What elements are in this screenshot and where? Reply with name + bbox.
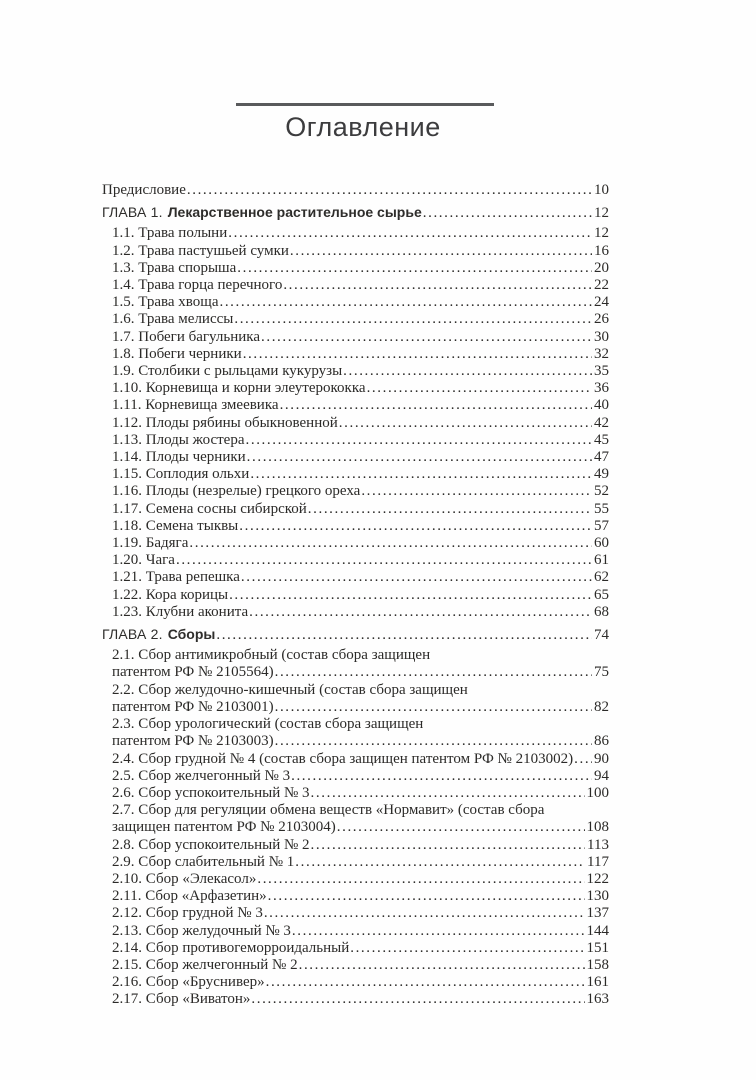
toc-line	[102, 626, 609, 644]
toc-entry	[102, 940, 609, 957]
page-number: 100	[586, 784, 609, 801]
toc-entry	[102, 682, 609, 716]
toc-entry	[102, 466, 609, 483]
page-number: 82	[594, 698, 609, 715]
toc-line	[112, 552, 609, 569]
toc-line	[112, 569, 609, 586]
dot-leader	[275, 664, 592, 681]
toc-entry	[102, 277, 609, 294]
toc-line	[112, 587, 609, 604]
dot-leader	[176, 552, 592, 569]
entry-title: 2.3. Сбор урологический (состав сбора защищен	[112, 716, 424, 733]
toc-entry	[102, 432, 609, 449]
page-number: 62	[594, 569, 609, 586]
toc-line	[112, 243, 609, 260]
toc-line	[112, 415, 609, 432]
toc-line	[112, 277, 609, 294]
entry-title: 2.17. Сбор «Виватон»	[112, 991, 251, 1008]
entry-title: 2.9. Сбор слабительный № 1	[112, 853, 295, 870]
page-number: 113	[587, 836, 609, 853]
dot-leader	[311, 837, 586, 854]
page-number: 12	[594, 205, 609, 222]
entry-title: 2.10. Сбор «Элекасол»	[112, 870, 257, 887]
dot-leader	[189, 535, 592, 552]
page-number: 161	[586, 974, 609, 991]
toc-entry	[102, 518, 609, 535]
toc-entry	[102, 535, 609, 552]
entry-title-continuation: защищен патентом РФ № 2103004)	[112, 819, 336, 836]
entry-title: 1.8. Побеги черники	[112, 345, 242, 362]
dot-leader	[337, 819, 585, 836]
page-number: 122	[586, 870, 609, 887]
toc-line	[102, 204, 609, 222]
toc-entry	[102, 991, 609, 1008]
toc-line	[112, 854, 609, 871]
entry-title: 1.18. Семена тыквы	[112, 517, 239, 534]
page-number: 65	[594, 586, 609, 603]
page-number: 90	[594, 750, 609, 767]
entry-title: 1.14. Плоды черники	[112, 449, 246, 466]
toc-entry	[102, 204, 609, 222]
entry-title: 2.8. Сбор успокоительный № 2	[112, 836, 310, 853]
toc-entry	[102, 225, 609, 242]
toc-entry	[102, 905, 609, 922]
toc-line	[112, 647, 609, 664]
toc-entry	[102, 346, 609, 363]
page-number: 16	[594, 242, 609, 259]
toc-line	[112, 329, 609, 346]
page-number: 24	[594, 294, 609, 311]
entry-title: 1.21. Трава репешка	[112, 569, 240, 586]
toc-entry	[102, 888, 609, 905]
entry-title: 1.1. Трава полыни	[112, 225, 228, 242]
toc-line	[112, 682, 609, 699]
toc-line	[112, 363, 609, 380]
entry-title: 1.20. Чага	[112, 552, 175, 569]
page-number: 86	[594, 733, 609, 750]
entry-title-continuation: патентом РФ № 2103003)	[112, 733, 274, 750]
toc-line	[112, 449, 609, 466]
dot-leader	[247, 449, 592, 466]
entry-title: 1.22. Кора корицы	[112, 586, 229, 603]
entry-title: 1.9. Столбики с рыльцами кукурузы	[112, 363, 343, 380]
dot-leader	[361, 483, 592, 500]
dot-leader	[261, 329, 592, 346]
entry-title: 1.2. Трава пастушьей сумки	[112, 242, 289, 259]
dot-leader	[275, 733, 592, 750]
toc-line	[112, 535, 609, 552]
toc-entry	[102, 587, 609, 604]
dot-leader	[275, 699, 592, 716]
page-number: 12	[594, 225, 609, 242]
toc-line	[112, 957, 609, 974]
chapter-label: ГЛАВА 2.	[102, 626, 163, 643]
toc-entry	[102, 716, 609, 750]
page-number: 30	[594, 328, 609, 345]
dot-leader	[187, 182, 592, 199]
entry-title: 2.16. Сбор «Бруснивер»	[112, 974, 265, 991]
page-number: 130	[586, 888, 609, 905]
page-title: Оглавление	[285, 112, 441, 142]
entry-title: 1.4. Трава горца перечного	[112, 277, 283, 294]
entry-title: 1.7. Побеги багульника	[112, 328, 260, 345]
page-number: 40	[594, 397, 609, 414]
page-number: 47	[594, 449, 609, 466]
dot-leader	[367, 380, 592, 397]
toc-line	[112, 819, 609, 836]
toc-entry	[102, 569, 609, 586]
toc-entry	[102, 380, 609, 397]
entry-title: 2.5. Сбор желчегонный № 3	[112, 767, 291, 784]
page-number: 49	[594, 466, 609, 483]
page-number: 35	[594, 363, 609, 380]
toc-line	[112, 768, 609, 785]
dot-leader	[234, 311, 592, 328]
entry-title: 1.19. Бадяга	[112, 535, 189, 552]
page-number: 108	[586, 819, 609, 836]
toc-line	[112, 923, 609, 940]
page-number: 94	[594, 767, 609, 784]
entry-title: 1.15. Соплодия ольхи	[112, 466, 250, 483]
page-number: 26	[594, 311, 609, 328]
entry-title: 1.10. Корневища и корни элеутерококка	[112, 380, 366, 397]
toc-entry	[102, 329, 609, 346]
dot-leader	[250, 466, 592, 483]
toc-line	[112, 802, 609, 819]
toc-entry	[102, 768, 609, 785]
dot-leader	[290, 243, 592, 260]
dot-leader	[268, 888, 585, 905]
entry-title: 2.13. Сбор желудочный № 3	[112, 922, 291, 939]
dot-leader	[343, 363, 592, 380]
toc-line	[112, 501, 609, 518]
entry-title: 1.13. Плоды жостера	[112, 431, 245, 448]
toc-entry	[102, 974, 609, 991]
toc-line	[112, 380, 609, 397]
dot-leader	[237, 260, 592, 277]
page-number: 75	[594, 664, 609, 681]
toc-line	[112, 225, 609, 242]
page-number: 32	[594, 345, 609, 362]
toc-line	[112, 785, 609, 802]
toc-line	[112, 733, 609, 750]
chapter-title: Лекарственное растительное сырье	[167, 204, 422, 221]
toc-line	[112, 837, 609, 854]
toc-entry	[102, 363, 609, 380]
toc-line	[112, 432, 609, 449]
dot-leader	[350, 940, 584, 957]
entry-title: 2.14. Сбор противогеморроидальный	[112, 939, 350, 956]
toc-line	[112, 699, 609, 716]
toc-line	[112, 664, 609, 681]
entry-title-continuation: патентом РФ № 2105564)	[112, 664, 274, 681]
dot-leader	[243, 346, 592, 363]
page-number: 22	[594, 277, 609, 294]
toc-entry	[102, 397, 609, 414]
toc-line	[112, 466, 609, 483]
page-number: 163	[586, 991, 609, 1008]
toc-entry	[102, 626, 609, 644]
page-number: 10	[594, 182, 609, 198]
entry-title: 1.3. Трава спорыша	[112, 259, 237, 276]
entry-title: 1.6. Трава мелиссы	[112, 311, 234, 328]
entry-title: 1.23. Клубни аконита	[112, 603, 249, 620]
toc-entry	[102, 501, 609, 518]
dot-leader	[249, 604, 592, 621]
entry-title: 1.5. Трава хвоща	[112, 294, 219, 311]
entry-title: 2.12. Сбор грудной № 3	[112, 905, 263, 922]
entry-title-continuation: патентом РФ № 2103001)	[112, 698, 274, 715]
toc-entry	[102, 483, 609, 500]
toc-line	[112, 940, 609, 957]
entry-title: 1.12. Плоды рябины обыкновенной	[112, 414, 338, 431]
toc-line	[112, 871, 609, 888]
dot-leader	[246, 432, 593, 449]
page-number: 74	[594, 627, 609, 644]
page-number: 158	[586, 956, 609, 973]
toc-line	[112, 294, 609, 311]
page-number: 117	[587, 853, 609, 870]
page-number: 68	[594, 603, 609, 620]
dot-leader	[291, 768, 592, 785]
dot-leader	[229, 587, 592, 604]
page-number: 61	[594, 552, 609, 569]
toc-entry	[102, 604, 609, 621]
page-number: 60	[594, 535, 609, 552]
toc-line	[112, 604, 609, 621]
page-number: 42	[594, 414, 609, 431]
toc-entry	[102, 311, 609, 328]
page-number: 57	[594, 517, 609, 534]
toc-entry	[102, 854, 609, 871]
toc-entry	[102, 449, 609, 466]
dot-leader	[295, 854, 585, 871]
toc-line	[112, 888, 609, 905]
toc-line	[112, 974, 609, 991]
dot-leader	[339, 415, 592, 432]
dot-leader	[266, 974, 585, 991]
dot-leader	[228, 225, 592, 242]
entry-title: 1.11. Корневища змеевика	[112, 397, 279, 414]
page-number: 36	[594, 380, 609, 397]
toc-line	[112, 483, 609, 500]
toc-line	[112, 518, 609, 535]
toc-entry	[102, 647, 609, 681]
page-number: 45	[594, 431, 609, 448]
dot-leader	[251, 991, 584, 1008]
page-number: 144	[586, 922, 609, 939]
toc-line	[112, 751, 609, 768]
table-of-contents	[102, 182, 609, 1009]
toc-entry	[102, 182, 609, 199]
dot-leader	[264, 905, 585, 922]
toc-entry	[102, 294, 609, 311]
toc-line	[112, 397, 609, 414]
dot-leader	[241, 569, 592, 586]
dot-leader	[299, 957, 585, 974]
entry-title: 2.11. Сбор «Арфазетин»	[112, 888, 267, 905]
page-number: 52	[594, 483, 609, 500]
page-number: 55	[594, 500, 609, 517]
toc-line	[112, 346, 609, 363]
dot-leader	[423, 205, 592, 222]
dot-leader	[257, 871, 584, 888]
dot-leader	[308, 501, 592, 518]
entry-title: 2.2. Сбор желудочно-кишечный (состав сбора защищен	[112, 681, 468, 698]
dot-leader	[239, 518, 592, 535]
dot-leader	[574, 751, 592, 768]
entry-title: 2.1. Сбор антимикробный (состав сбора защищен	[112, 647, 431, 664]
page-number: 137	[586, 905, 609, 922]
dot-leader	[292, 923, 585, 940]
toc-line	[112, 905, 609, 922]
toc-entry	[102, 415, 609, 432]
toc-entry	[102, 837, 609, 854]
entry-title: 2.15. Сбор желчегонный № 2	[112, 956, 298, 973]
toc-entry	[102, 871, 609, 888]
toc-line	[112, 991, 609, 1008]
toc-entry	[102, 751, 609, 768]
toc-entry	[102, 552, 609, 569]
dot-leader	[311, 785, 585, 802]
chapter-title: Сборы	[167, 626, 216, 643]
toc-line	[112, 716, 609, 733]
entry-title: 2.6. Сбор успокоительный № 3	[112, 784, 310, 801]
page-number: 151	[586, 939, 609, 956]
entry-title: 1.16. Плоды (незрелые) грецкого ореха	[112, 483, 361, 500]
entry-title: Предисловие	[102, 182, 186, 198]
toc-line	[112, 311, 609, 328]
entry-title: 2.4. Сбор грудной № 4 (состав сбора защищен патентом РФ № 2103002)	[112, 750, 574, 767]
title-rule	[236, 103, 494, 106]
toc-entry	[102, 260, 609, 277]
toc-entry	[102, 802, 609, 836]
toc-entry	[102, 243, 609, 260]
dot-leader	[280, 397, 592, 414]
entry-title: 1.17. Семена сосны сибирской	[112, 500, 307, 517]
dot-leader	[283, 277, 592, 294]
page-number: 20	[594, 259, 609, 276]
toc-entry	[102, 923, 609, 940]
dot-leader	[216, 627, 592, 644]
toc-entry	[102, 785, 609, 802]
toc-line	[102, 182, 609, 199]
entry-title: 2.7. Сбор для регуляции обмена веществ «Нормавит» (состав сбора	[112, 802, 545, 819]
toc-entry	[102, 957, 609, 974]
dot-leader	[219, 294, 592, 311]
toc-line	[112, 260, 609, 277]
chapter-label: ГЛАВА 1.	[102, 204, 163, 221]
